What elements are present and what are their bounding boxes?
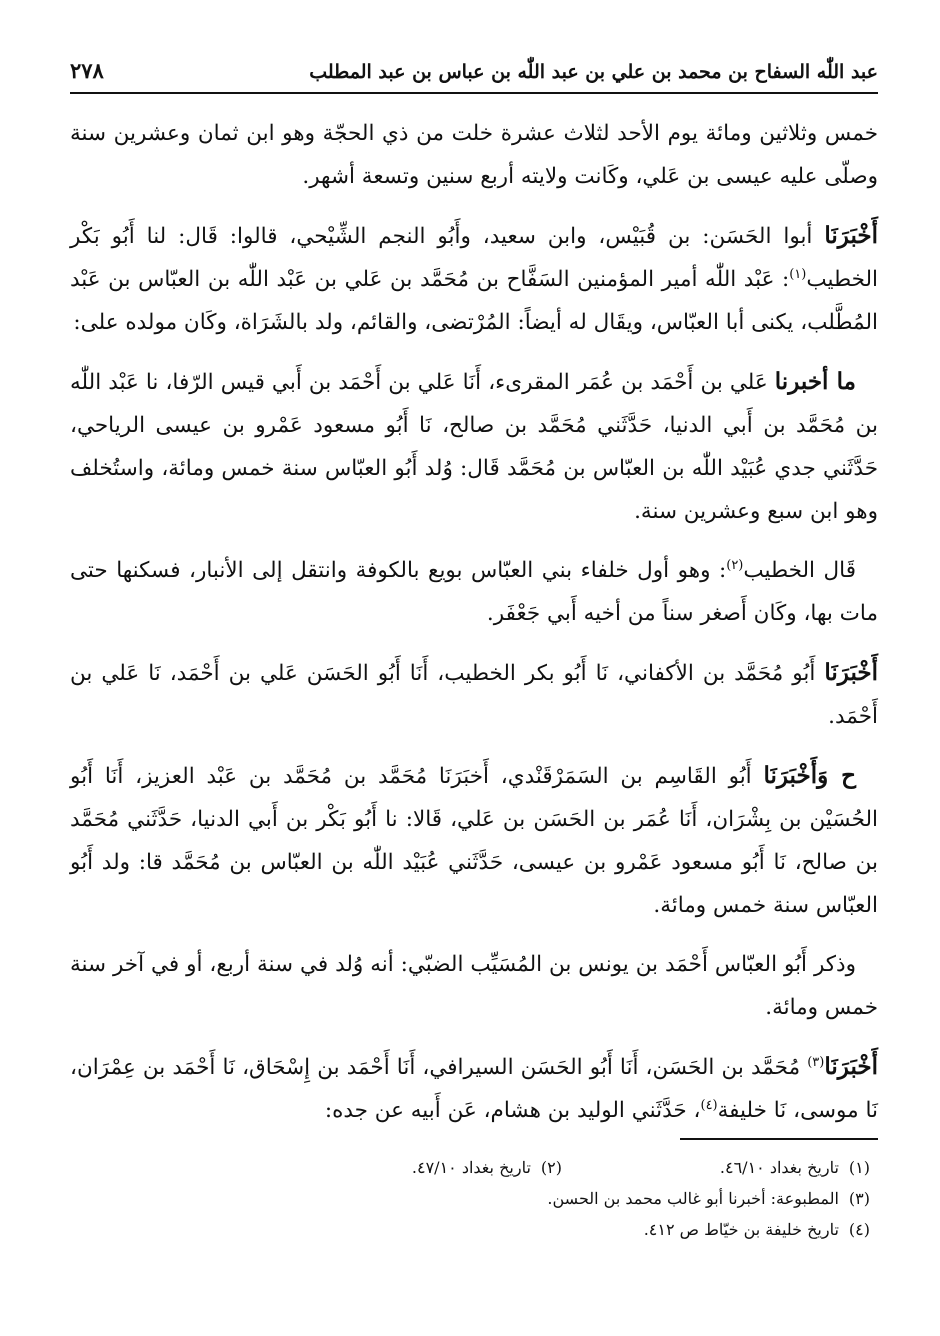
- footnote-item: [644, 1214, 878, 1245]
- footnote-item: [547, 1183, 878, 1214]
- running-head: [70, 58, 878, 94]
- paragraph-text: خمس وثلاثين ومائة يوم الأحد لثلاث عشرة خلت من ذي الحجّة وهو ابن ثمان وعشرين سنة وصلّى عليه عيسى بن عَلي، وكَانت ولايته أربع سنين وتسعة أشهر.: [70, 121, 878, 189]
- paragraph-text-cont: : وهو أول خلفاء بني العبّاس بويع بالكوفة وانتقل إلى الأنبار، فسكنها حتى مات بها، وكَان أَصغر سناً من أخيه أَبي جَعْفَر.: [70, 558, 878, 626]
- footnote-row: [70, 1214, 878, 1245]
- running-title: عبد اللّٰه السفاح بن محمد بن علي بن عبد اللّٰه بن عباس بن عبد المطلب: [309, 61, 878, 83]
- page-number: ٢٧٨: [70, 58, 104, 83]
- footnote-row: [70, 1183, 878, 1214]
- paragraph-text: عَلي بن أَحْمَد بن عُمَر المقرىء، أَنَا عَلي بن أَحْمَد بن أَبي قيس الرّفا، نا عَبْد اللّٰه بن مُحَمَّد بن أَبي الدنيا، حَدَّثَني مُحَمَّد بن صالح، نَا أَبُو مسعود عَمْرو بن عيسى الرياحي، حَدَّثَني جدي عُبَيْد اللّٰه بن العبّاس بن مُحَمَّد قَال: وُلد أَبُو العبّاس سنة خمس ومائة، واستُخلف وهو ابن سبع وعشرين سنة.: [70, 370, 878, 524]
- paragraph: [70, 1045, 878, 1132]
- footnote-ref: (٢): [726, 557, 744, 573]
- paragraph: [70, 214, 878, 344]
- paragraph-text: مُحَمَّد بن الحَسَن، أَنَا أَبُو الحَسَن السيرافي، أَنَا أَحْمَد بن إِسْحَاق، نَا أَحْمَد بن عِمْرَان، نَا موسى، نَا خليفة: [70, 1055, 878, 1123]
- book-page: [70, 58, 878, 1298]
- paragraph-text: أبوا الحَسَن: بن قُبَيْس، وابن سعيد، وأَبُو النجم الشِّيْحي، قالوا: قَال: لنا أَبُو بَكْر الخطيب: [70, 224, 878, 292]
- isnad-lead: ما أخبرنا: [774, 368, 857, 395]
- isnad-lead: ح وَأَخْبَرَنَا: [763, 762, 856, 789]
- footnote-text: المطبوعة: أخبرنا أبو غالب محمد بن الحسن.: [547, 1189, 839, 1208]
- footnote-ref: (٣): [807, 1054, 825, 1070]
- footnote-number: (٣): [848, 1189, 870, 1208]
- isnad-lead: أَخْبَرَنَا: [824, 659, 878, 686]
- paragraph-text: قَال الخطيب: [743, 558, 856, 583]
- body-text: [70, 112, 878, 1132]
- paragraph: [70, 549, 878, 635]
- footnote-text: تاريخ بغداد ٤٦/١٠.: [719, 1158, 839, 1177]
- footnote-item: [570, 1152, 878, 1183]
- paragraph: [70, 112, 878, 198]
- footnote-number: (٢): [540, 1158, 562, 1177]
- footnote-row: [70, 1152, 878, 1183]
- footnote-number: (٤): [848, 1220, 870, 1239]
- paragraph: [70, 360, 878, 533]
- footnote-text: تاريخ خليفة بن خيّاط ص ٤١٢.: [643, 1220, 839, 1239]
- paragraph-text-cont: ، حَدَّثَني الوليد بن هشام، عَن أَبيه عن جده:: [324, 1098, 701, 1123]
- paragraph-text: وذكر أَبُو العبّاس أَحْمَد بن يونس بن المُسَيِّب الضبّي: أنه وُلد في سنة أربع، أو في آخر سنة خمس ومائة.: [70, 952, 878, 1020]
- footnote-text: تاريخ بغداد ٤٧/١٠.: [411, 1158, 531, 1177]
- footnote-number: (١): [848, 1158, 870, 1177]
- paragraph: [70, 943, 878, 1029]
- paragraph: [70, 651, 878, 738]
- paragraph-text: أَبُو القَاسِم بن السَمَرْقَنْدي، أَخبَرَنَا مُحَمَّد بن مُحَمَّد بن عَبْد العزيز، أَنَا أَبُو الحُسَيْن بن بِشْرَان، أَنَا عُمَر بن الحَسَن بن عَلي، قَالا: نا أَبُو بَكْر بن أَبي الدنيا، حَدَّثَني مُحَمَّد بن صالح، نَا أَبُو مسعود عَمْرو بن عيسى، حَدَّثَني عُبَيْد اللّٰه بن العبّاس بن مُحَمَّد قا: ولد أَبُو العبّاس سنة خمس ومائة.: [70, 764, 878, 918]
- footnote-divider: [680, 1138, 878, 1140]
- footnote-ref: (١): [789, 266, 807, 282]
- paragraph-text-cont: : عَبْد اللّٰه أمير المؤمنين السَفَّاح بن مُحَمَّد بن عَلي بن عَبْد اللّٰه بن العبّاس بن عَبْد المُطَّلب، يكنى أبا العبّاس، ويقَال له أيضاً: المُرْتضى، والقائم، ولد بالشَرَاة، وكَان مولده على:: [70, 267, 878, 335]
- isnad-lead: أَخْبَرَنَا: [824, 1053, 878, 1080]
- isnad-lead: أَخْبَرَنَا: [824, 222, 878, 249]
- paragraph-text: أَبُو مُحَمَّد بن الأكفاني، نَا أَبُو بكر الخطيب، أَنَا أَبُو الحَسَن عَلي بن أَحْمَد، نَا عَلي بن أَحْمَد.: [70, 661, 878, 729]
- footnotes: [70, 1138, 878, 1245]
- paragraph: [70, 754, 878, 927]
- footnote-ref: (٤): [700, 1097, 718, 1113]
- footnote-item: [262, 1152, 570, 1183]
